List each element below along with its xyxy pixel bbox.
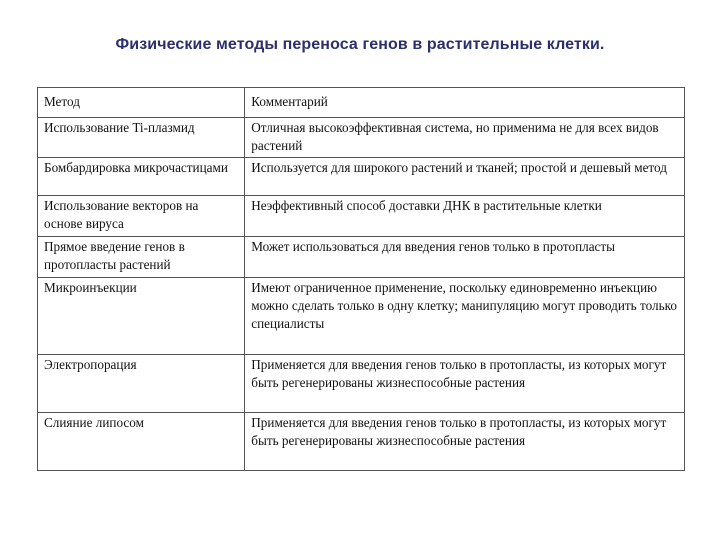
slide-title: Физические методы переноса генов в растительные клетки. bbox=[115, 36, 605, 53]
comment-cell: Отличная высокоэффективная система, но применима не для всех видов растений bbox=[245, 118, 685, 158]
method-cell: Использование Ti-плазмид bbox=[38, 118, 245, 158]
table-row bbox=[38, 413, 685, 471]
method-cell: Прямое введение генов в протопласты растений bbox=[38, 237, 245, 278]
table-row bbox=[38, 196, 685, 237]
table-row bbox=[38, 158, 685, 196]
table-header-row bbox=[38, 88, 685, 118]
comment-cell: Применяется для введения генов только в протопласты, из которых могут быть регенерированы жизнеспособные растения bbox=[245, 355, 685, 413]
method-cell: Электропорация bbox=[38, 355, 245, 413]
table-row bbox=[38, 278, 685, 355]
comment-cell: Применяется для введения генов только в протопласты, из которых могут быть регенерированы жизнеспособные растения bbox=[245, 413, 685, 471]
comment-cell: Может использоваться для введения генов только в протопласты bbox=[245, 237, 685, 278]
method-cell: Микроинъекции bbox=[38, 278, 245, 355]
comment-cell: Имеют ограниченное применение, поскольку единовременно инъекцию можно сделать только в одну клетку; манипуляцию могут проводить только специалисты bbox=[245, 278, 685, 355]
header-comment: Комментарий bbox=[245, 88, 685, 118]
comment-cell: Неэффективный способ доставки ДНК в растительные клетки bbox=[245, 196, 685, 237]
method-cell: Бомбардировка микрочастицами bbox=[38, 158, 245, 196]
table-row bbox=[38, 118, 685, 158]
methods-table bbox=[37, 87, 685, 471]
table-row bbox=[38, 355, 685, 413]
comment-cell: Используется для широкого растений и тканей; простой и дешевый метод bbox=[245, 158, 685, 196]
table-row bbox=[38, 237, 685, 278]
method-cell: Слияние липосом bbox=[38, 413, 245, 471]
method-cell: Использование векторов на основе вируса bbox=[38, 196, 245, 237]
header-method: Метод bbox=[38, 88, 245, 118]
